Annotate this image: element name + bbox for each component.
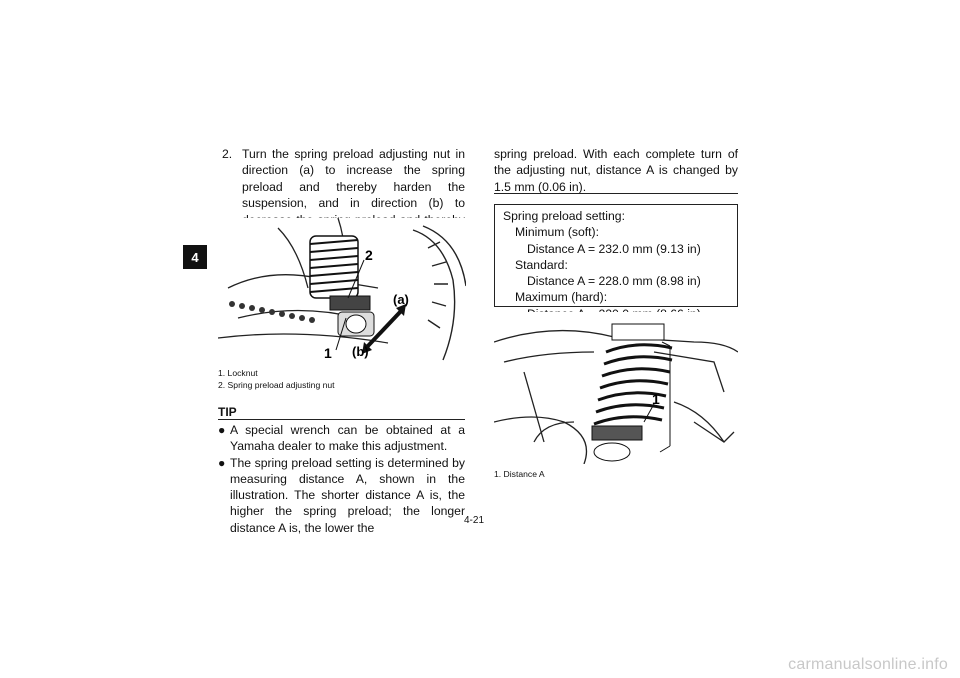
continuation-text: spring preload. With each complete turn of the adjusting nut, distance A is changed by 1.5 mm (0.06 in).	[494, 147, 738, 194]
chapter-tab: 4	[183, 245, 207, 269]
spec-min-label: Minimum (soft):	[515, 225, 599, 240]
tip-item-text: The spring preload setting is determined by measuring distance A, shown in the illustration. The shorter distance A is, the higher the spring preload; the longer distance A is, the lower the	[230, 455, 465, 535]
fig1-label-1: 1	[324, 345, 332, 361]
spec-max-label: Maximum (hard):	[515, 290, 608, 305]
figure-distance-a	[494, 312, 738, 464]
page-number: 4-21	[464, 515, 485, 526]
figure1-captions	[218, 367, 335, 391]
spec-title: Spring preload setting:	[503, 209, 625, 223]
tip-item	[218, 455, 465, 536]
fig2-label-1: 1	[652, 391, 660, 407]
step-number: 2.	[222, 147, 233, 161]
spec-box	[494, 204, 738, 307]
spec-std-label: Standard:	[515, 257, 568, 272]
caption-adjusting-nut: 2. Spring preload adjusting nut	[218, 380, 335, 390]
watermark: carmanualsonline.info	[788, 656, 948, 673]
fig1-label-a: (a)	[393, 292, 409, 307]
tip-heading: TIP	[218, 405, 465, 420]
bullet-icon: ●	[218, 423, 226, 437]
tip-item-text: A special wrench can be obtained at a Yamaha dealer to make this adjustment.	[230, 423, 465, 454]
figure2-caption: 1. Distance A	[494, 469, 545, 479]
caption-locknut: 1. Locknut	[218, 368, 258, 378]
step-text: Turn the spring preload adjusting nut in direction (a) to increase the spring preload and thereby harden the suspension, and in direction (b) to	[242, 147, 465, 211]
bullet-icon: ●	[218, 455, 226, 470]
fig1-label-b: (b)	[352, 344, 369, 359]
tip-item	[218, 422, 465, 455]
spec-std-value: Distance A = 228.0 mm (8.98 in)	[527, 274, 701, 289]
tip-list	[218, 422, 465, 536]
divider	[494, 193, 738, 194]
spec-min-value: Distance A = 232.0 mm (9.13 in)	[527, 241, 701, 256]
figure-adjusting-nut	[218, 218, 466, 364]
fig1-label-2: 2	[365, 247, 373, 263]
